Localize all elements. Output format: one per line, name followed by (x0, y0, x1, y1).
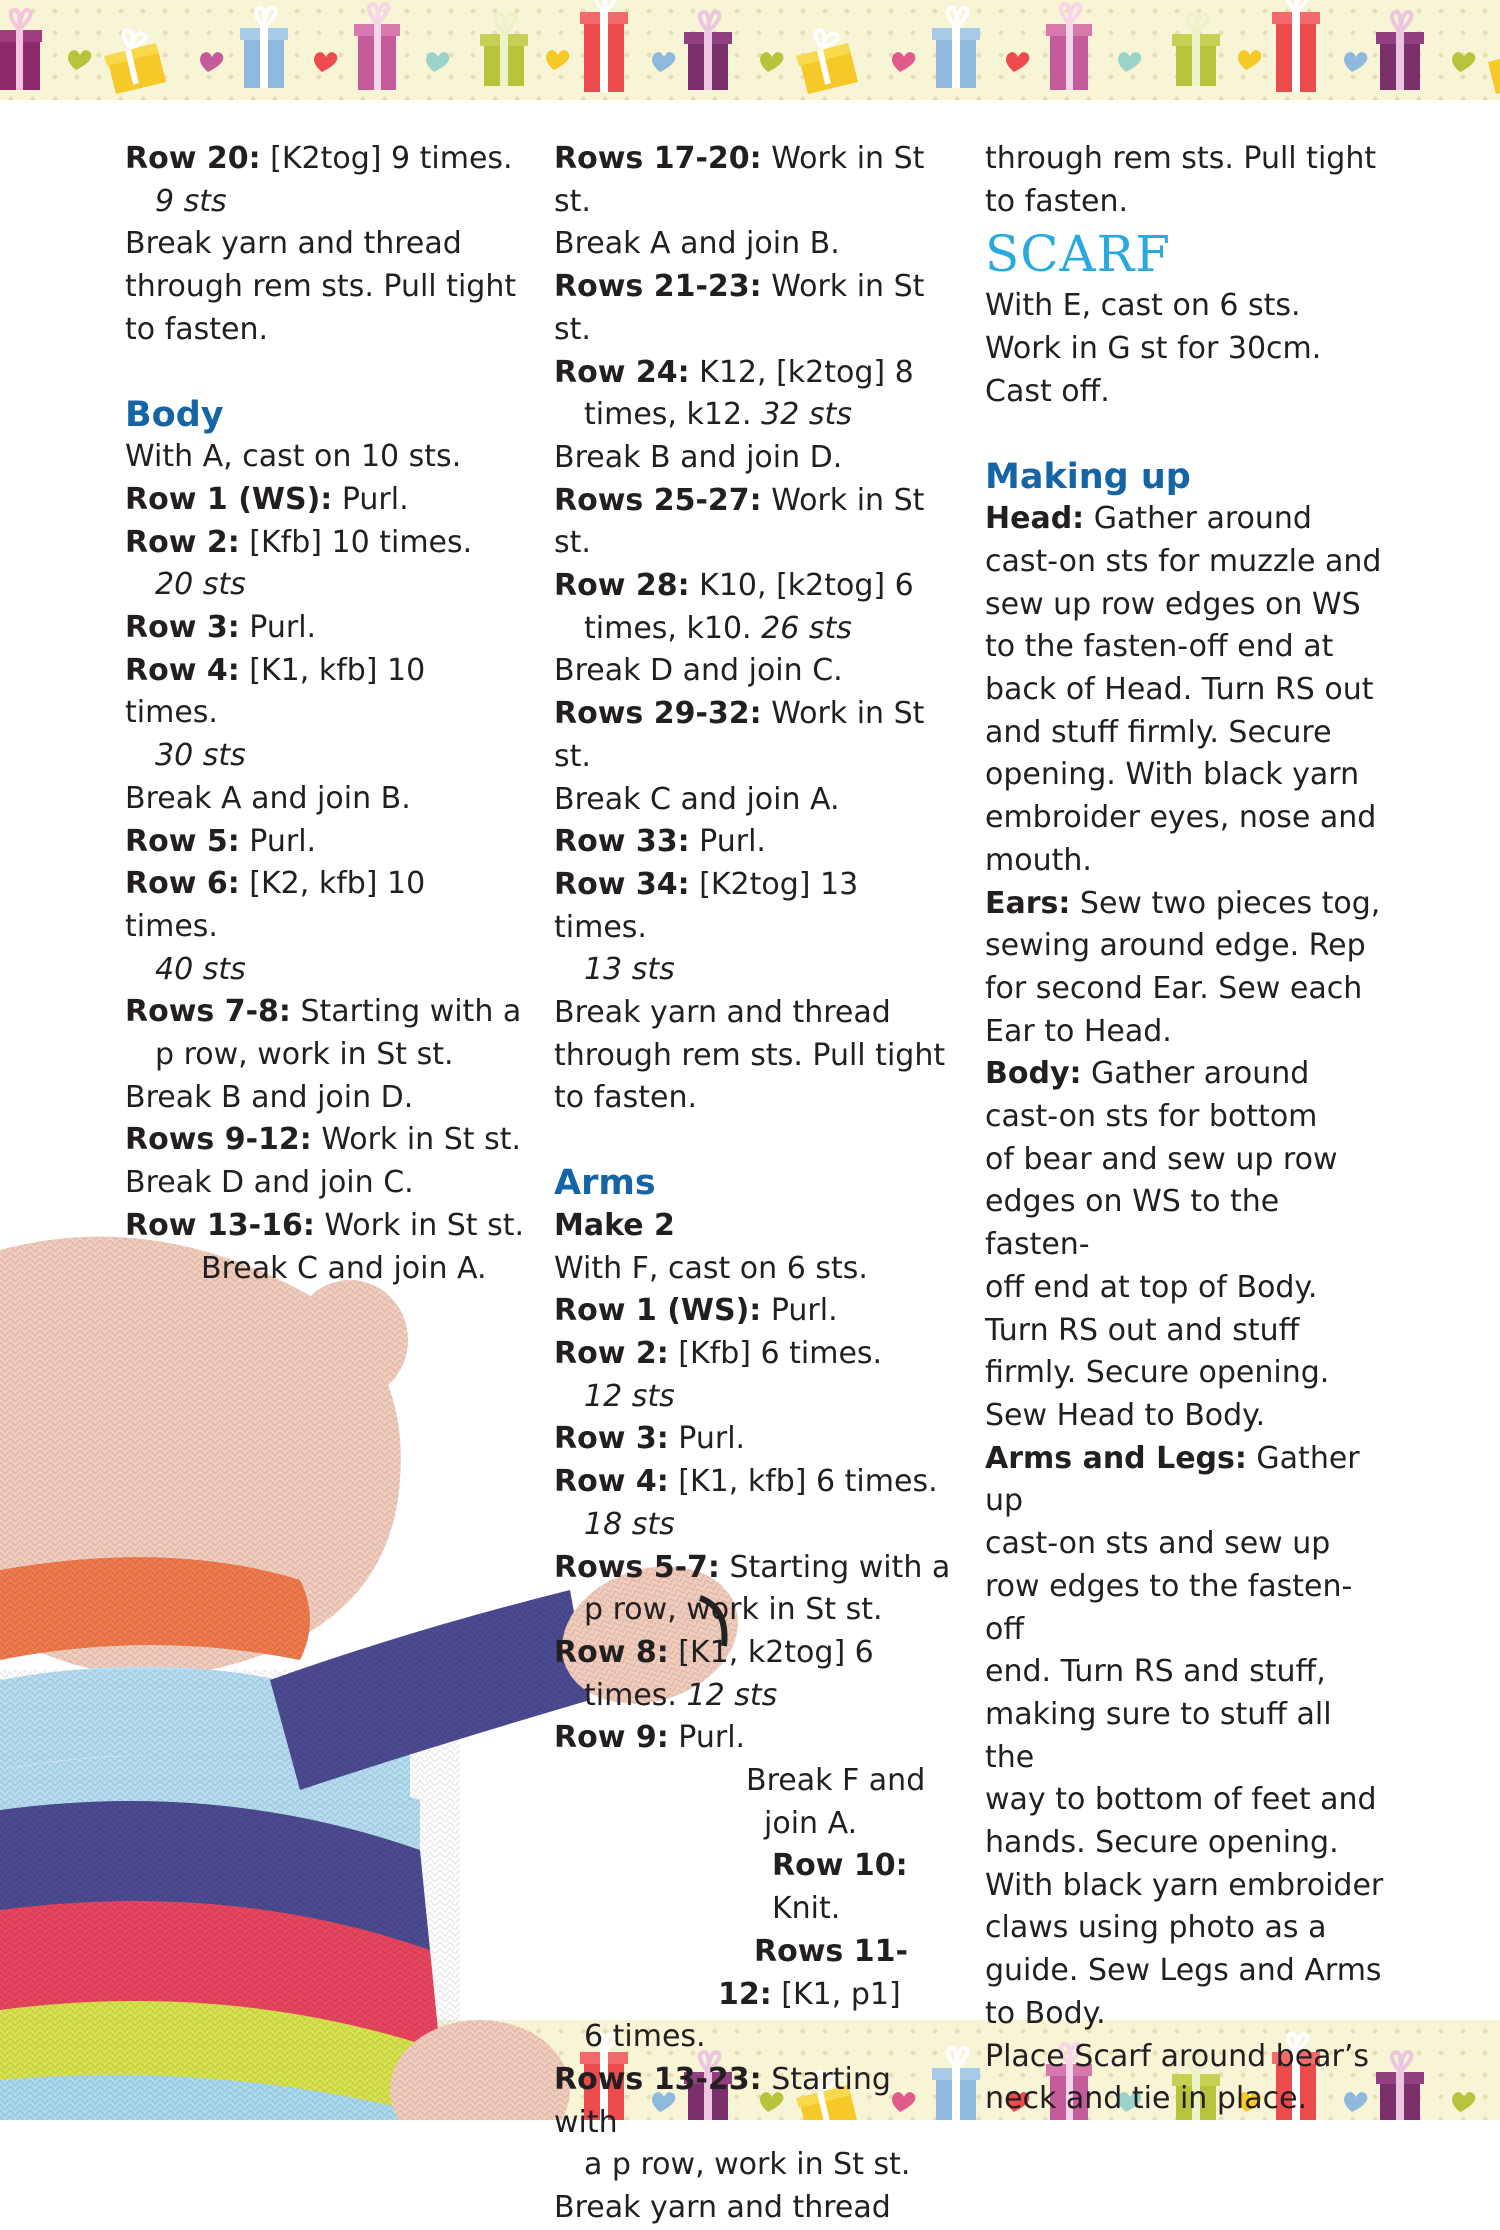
step-text: Gather around (1081, 1056, 1310, 1092)
row-label: Row 2: (554, 1335, 669, 1371)
step-text: Place Scarf around bear’s (985, 2038, 1370, 2074)
instruction-text: to fasten. (125, 311, 268, 347)
row-instruction: Purl. (689, 824, 766, 860)
step-label: Arms and Legs: (985, 1440, 1247, 1476)
step-label: Ears: (985, 885, 1071, 921)
gift-box-icon (684, 12, 732, 90)
step-text: Ear to Head. (985, 1013, 1172, 1049)
step-text: sewing around edge. Rep (985, 928, 1366, 964)
stitch-count: 12 sts (584, 1378, 675, 1414)
instruction-text: Break D and join C. (554, 653, 843, 689)
instruction-text: Break yarn and thread (554, 2190, 891, 2226)
instruction-text: Break yarn and thread (125, 226, 462, 262)
row-instruction: Knit. (772, 1891, 841, 1927)
row-instruction: [K1, kfb] 10 times. (125, 652, 426, 731)
row-instruction: times, k10. (584, 610, 762, 646)
heart-icon (546, 50, 569, 70)
row-instruction: a p row, work in St st. (584, 2147, 911, 2183)
step-text: making sure to stuff all the (985, 1696, 1332, 1775)
row-label: Row 6: (125, 866, 240, 902)
row-label: Row 1 (WS): (554, 1293, 762, 1329)
step-text: to the fasten-off end at (985, 629, 1334, 665)
column-3 (985, 138, 1385, 2121)
gift-box-icon (1376, 12, 1424, 90)
step-text: cast-on sts and sew up (985, 1526, 1331, 1562)
instruction-text: With A, cast on 10 sts. (125, 439, 462, 475)
instruction-text: Break D and join C. (125, 1165, 414, 1201)
gift-box-icon (1172, 14, 1220, 86)
instruction-text: through rem sts. Pull tight (985, 141, 1377, 176)
row-instruction: p row, work in St st. (155, 1037, 454, 1073)
instruction-text: Break B and join D. (554, 439, 843, 475)
gift-box-icon (354, 4, 400, 90)
step-text: opening. With black yarn (985, 757, 1360, 793)
heart-icon (892, 52, 915, 72)
row-instruction: Work in St st. (554, 696, 925, 774)
heart-icon (1452, 52, 1475, 72)
step-text: off end at top of Body. (985, 1269, 1318, 1305)
row-instruction: [Kfb] 6 times. (668, 1335, 883, 1371)
step-text: mouth. (985, 842, 1092, 878)
row-label: Row 2: (125, 524, 240, 560)
row-label: Row 3: (554, 1421, 669, 1457)
gift-box-icon (240, 8, 288, 88)
stitch-count: 32 sts (761, 397, 852, 433)
gift-box-icon (932, 8, 980, 88)
step-text: of bear and sew up row (985, 1141, 1338, 1177)
row-instruction: Purl. (239, 823, 317, 859)
heart-icon (1006, 52, 1029, 72)
step-text: back of Head. Turn RS out (985, 672, 1374, 708)
gift-pattern (0, 0, 1500, 100)
step-text: Sew Head to Body. (985, 1397, 1266, 1433)
section-heading-arms: Arms (554, 1163, 656, 1204)
row-instruction: Starting with a (719, 1549, 951, 1585)
row-instruction: [K1, kfb] 6 times. (668, 1464, 938, 1500)
row-label: Rows 17-20: (554, 141, 762, 176)
stitch-count: 20 sts (155, 567, 246, 603)
row-label: Row 28: (554, 568, 690, 604)
row-instruction: times, k12. (584, 397, 762, 433)
row-instruction: Purl. (761, 1293, 838, 1329)
gift-box-icon (480, 14, 528, 86)
stitch-count: 12 sts (686, 1677, 778, 1713)
step-text: sew up row edges on WS (985, 586, 1361, 622)
instruction-text: to fasten. (554, 1080, 697, 1116)
section-heading-making-up: Making up (985, 456, 1191, 497)
row-label: Row 34: (554, 866, 690, 902)
step-text: row edges to the fasten-off (985, 1568, 1353, 1647)
instruction-text: Work in G st for 30cm. (985, 331, 1322, 367)
step-text: for second Ear. Sew each (985, 970, 1363, 1006)
heart-icon (1118, 52, 1141, 72)
row-label: Row 24: (554, 354, 690, 390)
heart-icon (314, 52, 337, 72)
heart-icon (652, 52, 675, 72)
instruction-text: With F, cast on 6 sts. (554, 1250, 868, 1286)
step-text: Turn RS out and stuff (985, 1312, 1300, 1348)
row-label: Rows 7-8: (125, 994, 291, 1030)
step-text: guide. Sew Legs and Arms (985, 1953, 1382, 1989)
row-label: Row 9: (554, 1720, 669, 1756)
row-label: Rows 21-23: (554, 269, 762, 305)
row-instruction: Work in St st. (554, 141, 925, 219)
gift-box-icon (1272, 0, 1320, 92)
row-label: Row 8: (554, 1634, 669, 1670)
top-gift-border (0, 0, 1500, 100)
row-instruction: [K2, kfb] 10 times. (125, 866, 426, 944)
step-text: claws using photo as a (985, 1910, 1327, 1946)
heart-icon (1238, 50, 1261, 70)
column-1 (125, 138, 525, 1290)
instruction-text: Break C and join A. (554, 781, 840, 817)
row-instruction: Work in St st. (554, 482, 925, 561)
instruction-text: Break F and (746, 1763, 926, 1799)
step-text: to Body. (985, 1995, 1106, 2031)
row-instruction: p row, work in St st. (584, 1592, 883, 1628)
row-instruction: 6 times. (584, 2019, 706, 2055)
step-text: Gather up (985, 1440, 1360, 1519)
row-label: Row 1 (WS): (125, 481, 333, 517)
instruction-text: through rem sts. Pull tight (554, 1037, 946, 1073)
heart-icon (68, 50, 91, 70)
row-instruction: Purl. (332, 481, 409, 517)
row-label: Row 10: (772, 1848, 908, 1884)
step-label: Body: (985, 1056, 1082, 1092)
section-heading-body: Body (125, 394, 224, 435)
row-label: Rows 29-32: (554, 696, 762, 732)
row-instruction: K10, [k2tog] 6 (689, 568, 914, 604)
gift-box-icon (104, 30, 166, 94)
instruction-text: Break A and join B. (554, 226, 840, 262)
stitch-count: 30 sts (155, 738, 246, 774)
step-text: firmly. Secure opening. (985, 1355, 1330, 1391)
row-label: Row 13-16: (125, 1207, 315, 1243)
heart-icon (760, 52, 783, 72)
step-text: neck and tie in place. (985, 2081, 1308, 2117)
section-heading-scarf: SCARF (985, 225, 1171, 284)
step-text: cast-on sts for bottom (985, 1099, 1318, 1135)
instruction-text: through rem sts. Pull tight (125, 269, 517, 305)
step-text: hands. Secure opening. (985, 1825, 1339, 1861)
make-count: Make 2 (554, 1207, 675, 1243)
instruction-text: to fasten. (985, 183, 1128, 219)
stitch-count: 40 sts (155, 951, 246, 987)
heart-icon (1344, 52, 1367, 72)
row-label: Row 5: (125, 823, 240, 859)
row-label: Rows 11- (754, 1933, 908, 1969)
step-text: edges on WS to the fasten- (985, 1184, 1280, 1263)
gift-box-icon (580, 0, 628, 92)
instruction-text: Break A and join B. (125, 780, 411, 816)
step-text: and stuff firmly. Secure (985, 714, 1332, 750)
instruction-text: join A. (764, 1805, 858, 1841)
row-label: Row 4: (554, 1464, 669, 1500)
gift-box-icon (1046, 4, 1092, 90)
instruction-text: With E, cast on 6 sts. (985, 288, 1301, 324)
row-label: Row 20: (125, 141, 261, 176)
row-instruction: Purl. (668, 1720, 746, 1756)
row-label: Rows 13-23: (554, 2061, 762, 2097)
row-instruction: [K2tog] 9 times. (260, 141, 513, 176)
row-label: Row 33: (554, 824, 690, 860)
gift-box-icon (796, 30, 858, 94)
row-instruction: [K2tog] 13 times. (554, 866, 859, 945)
row-label: Rows 5-7: (554, 1549, 720, 1585)
row-label: Row 4: (125, 652, 240, 688)
heart-icon (1452, 2092, 1475, 2112)
stitch-count: 26 sts (761, 610, 852, 646)
row-instruction: Work in St st. (314, 1207, 525, 1243)
gift-box-icon (1488, 52, 1500, 94)
row-instruction: [K1, p1] (771, 1976, 901, 2012)
stitch-count: 18 sts (584, 1506, 675, 1542)
column-2 (554, 138, 954, 2230)
heart-icon (426, 52, 449, 72)
instruction-text: Break C and join A. (201, 1250, 487, 1286)
row-instruction: [K1, k2tog] 6 (668, 1634, 874, 1670)
row-instruction: Starting with a (290, 994, 522, 1030)
instruction-text: Cast off. (985, 373, 1110, 409)
gift-box-icon (0, 10, 42, 90)
row-instruction: Starting with (554, 2061, 891, 2140)
instruction-text: Break yarn and thread (554, 995, 891, 1031)
step-text: With black yarn embroider (985, 1867, 1384, 1903)
row-instruction: times. (584, 1677, 687, 1713)
stitch-count: 9 sts (155, 183, 227, 219)
row-label: Rows 9-12: (125, 1122, 312, 1158)
row-instruction: Purl. (239, 610, 317, 646)
instruction-text: Break B and join D. (125, 1079, 414, 1115)
step-text: end. Turn RS and stuff, (985, 1654, 1326, 1690)
row-instruction: [Kfb] 10 times. (239, 524, 473, 560)
step-label: Head: (985, 501, 1085, 537)
row-instruction: K12, [k2tog] 8 (689, 354, 914, 390)
step-text: Sew two pieces tog, (1070, 885, 1381, 921)
row-instruction: Purl. (668, 1421, 746, 1457)
step-text: Gather around (1084, 501, 1312, 537)
step-text: cast-on sts for muzzle and (985, 543, 1382, 579)
stitch-count: 13 sts (584, 952, 675, 988)
row-instruction: Work in St st. (311, 1122, 521, 1158)
row-label: 12: (718, 1976, 772, 2012)
row-label: Rows 25-27: (554, 482, 762, 518)
heart-icon (200, 52, 223, 72)
row-instruction: Work in St st. (554, 269, 925, 347)
step-text: way to bottom of feet and (985, 1782, 1377, 1818)
row-label: Row 3: (125, 610, 240, 646)
step-text: embroider eyes, nose and (985, 800, 1377, 836)
